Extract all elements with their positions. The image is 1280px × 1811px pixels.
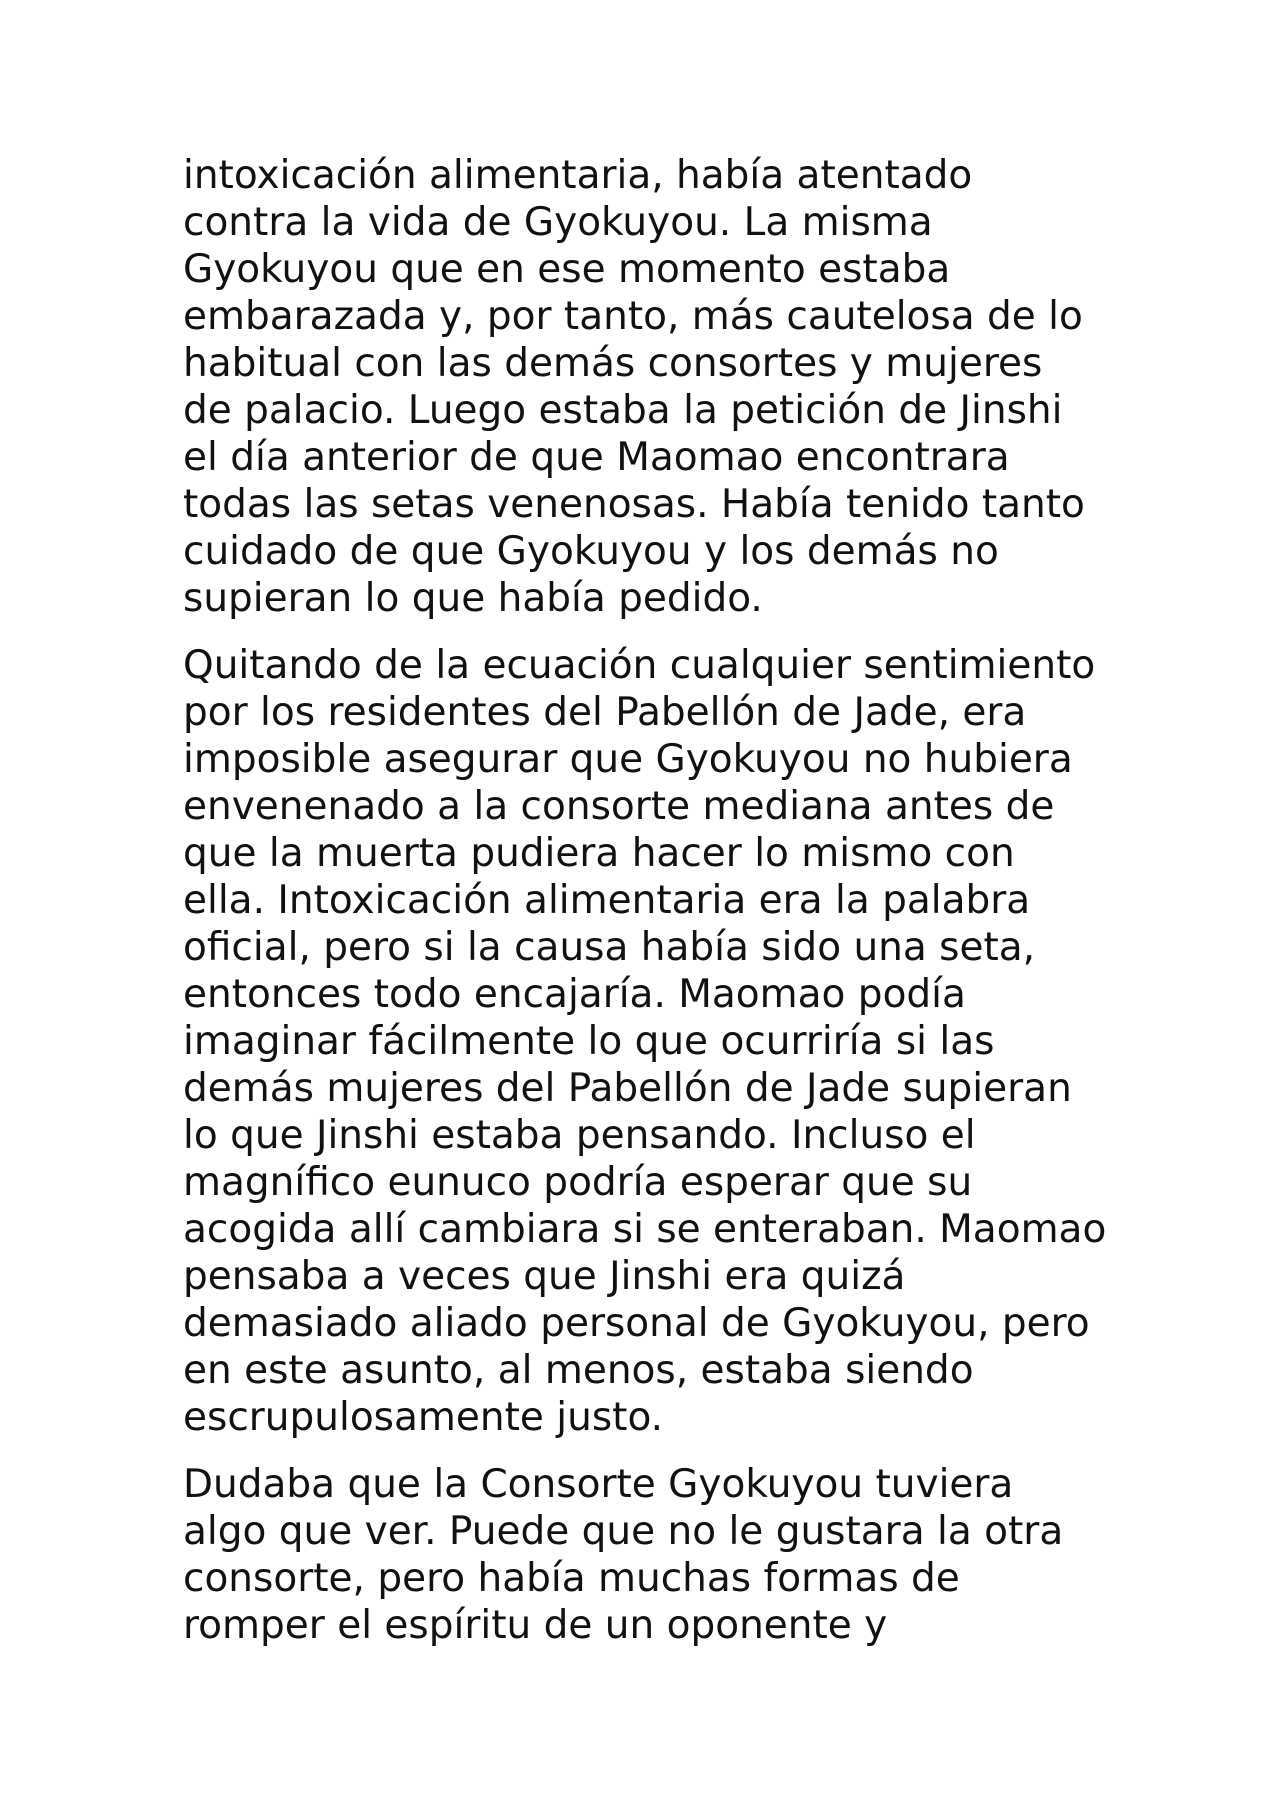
text-line: de palacio. Luego estaba la petición de Jinshi xyxy=(183,388,1063,433)
text-line: todas las setas venenosas. Había tenido tanto xyxy=(183,482,1085,527)
text-line: demás mujeres del Pabellón de Jade supieran xyxy=(183,1066,1072,1111)
text-line: demasiado aliado personal de Gyokuyou, pero xyxy=(183,1301,1090,1346)
text-line: contra la vida de Gyokuyou. La misma xyxy=(183,200,933,245)
text-line: algo que ver. Puede que no le gustara la otra xyxy=(183,1509,1064,1554)
text-line: supieran lo que había pedido. xyxy=(183,576,763,621)
text-line: consorte, pero había muchas formas de xyxy=(183,1556,960,1601)
text-line: escrupulosamente justo. xyxy=(183,1395,664,1440)
text-line: embarazada y, por tanto, más cautelosa de lo xyxy=(183,294,1083,339)
text-line: acogida allí cambiara si se enteraban. Maomao xyxy=(183,1207,1107,1252)
paragraph-3 xyxy=(183,1461,1113,1649)
text-line: magnífico eunuco podría esperar que su xyxy=(183,1160,973,1205)
text-line: ella. Intoxicación alimentaria era la palabra xyxy=(183,878,1031,923)
text-line: Gyokuyou que en ese momento estaba xyxy=(183,247,951,292)
text-line: habitual con las demás consortes y mujeres xyxy=(183,341,1043,386)
text-line: imposible asegurar que Gyokuyou no hubiera xyxy=(183,737,1073,782)
paragraph-1 xyxy=(183,152,1113,622)
text-line: lo que Jinshi estaba pensando. Incluso el xyxy=(183,1113,976,1158)
text-line: intoxicación alimentaria, había atentado xyxy=(183,153,973,198)
text-line: oficial, pero si la causa había sido una seta, xyxy=(183,925,1036,970)
text-line: Dudaba que la Consorte Gyokuyou tuviera xyxy=(183,1462,1014,1507)
paragraph-2 xyxy=(183,642,1113,1441)
text-line: cuidado de que Gyokuyou y los demás no xyxy=(183,529,999,574)
text-line: que la muerta pudiera hacer lo mismo con xyxy=(183,831,1015,876)
text-line: imaginar fácilmente lo que ocurriría si las xyxy=(183,1019,995,1064)
text-line: pensaba a veces que Jinshi era quizá xyxy=(183,1254,906,1299)
text-line: Quitando de la ecuación cualquier sentimiento xyxy=(183,643,1096,688)
text-line: en este asunto, al menos, estaba siendo xyxy=(183,1348,974,1393)
text-line: envenenado a la consorte mediana antes de xyxy=(183,784,1055,829)
text-line: entonces todo encajaría. Maomao podía xyxy=(183,972,966,1017)
body-text xyxy=(183,152,1113,1669)
text-line: romper el espíritu de un oponente y xyxy=(183,1603,888,1648)
text-line: el día anterior de que Maomao encontrara xyxy=(183,435,1010,480)
text-line: por los residentes del Pabellón de Jade, era xyxy=(183,690,1027,735)
